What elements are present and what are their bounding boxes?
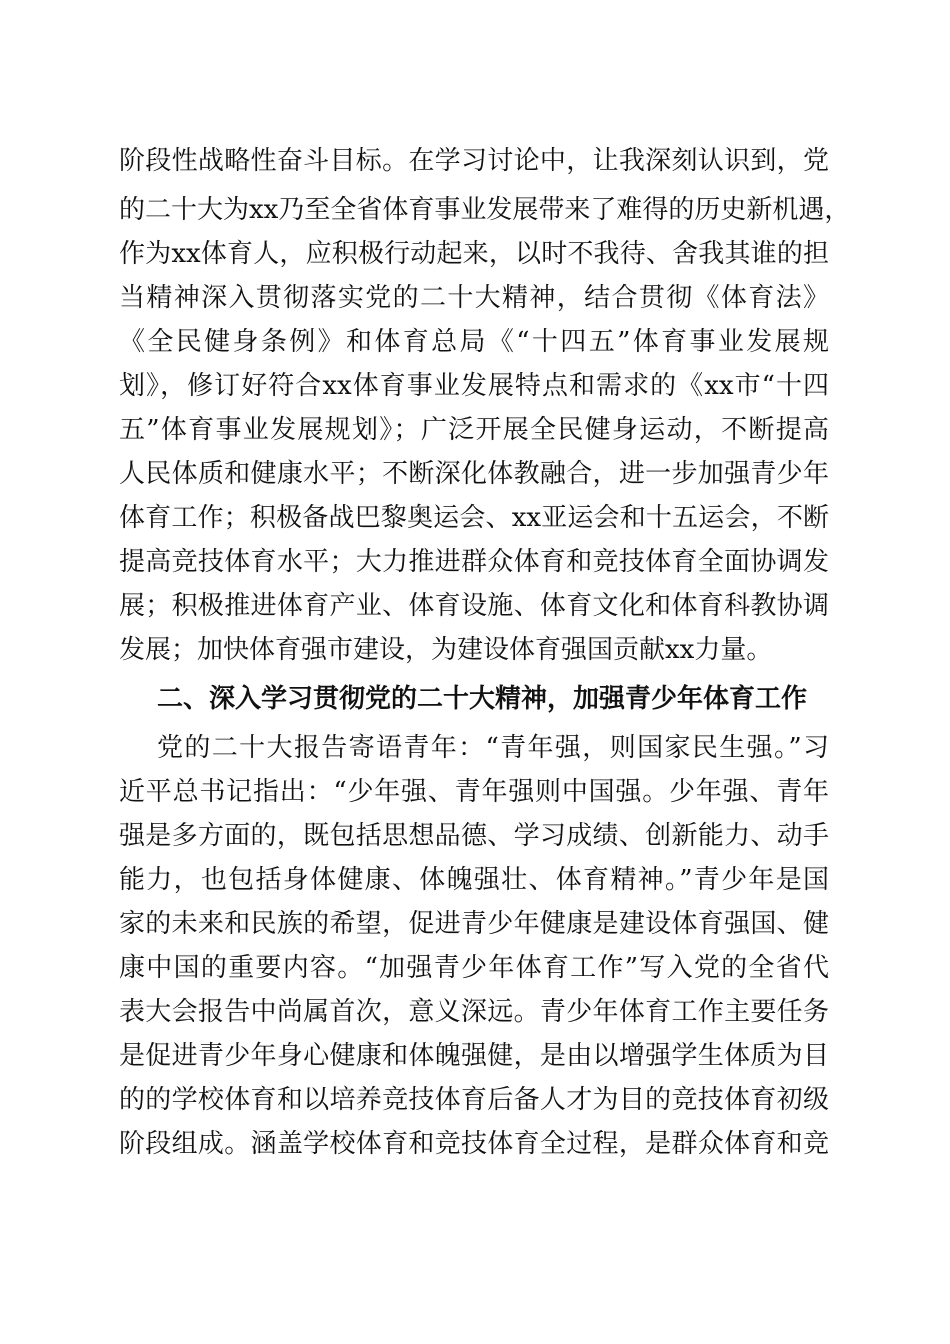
para2-line-8: 是促进青少年身心健康和体魄强健，是由以增强学生体质为目 [119,1041,829,1071]
para1-line-12: 发展；加快体育强市建设，为建设体育强国贡献xx力量。 [119,635,773,665]
para2-line-3: 强是多方面的，既包括思想品德、学习成绩、创新能力、动手 [119,821,829,851]
para1-line-3: 作为xx体育人，应积极行动起来，以时不我待、舍我其谁的担 [119,239,829,269]
section-heading-2: 二、深入学习贯彻党的二十大精神，加强青少年体育工作 [157,684,808,714]
para2-line-6: 康中国的重要内容。“加强青少年体育工作”写入党的全省代 [119,953,829,983]
para1-line-5: 《全民健身条例》和体育总局《“十四五”体育事业发展规 [119,327,829,357]
para1-line-11: 展；积极推进体育产业、体育设施、体育文化和体育科教协调 [119,591,829,621]
para1-line-9: 体育工作；积极备战巴黎奥运会、xx亚运会和十五运会，不断 [119,503,829,533]
para2-line-10: 阶段组成。涵盖学校体育和竞技体育全过程，是群众体育和竞 [119,1129,829,1159]
para2-line-2: 近平总书记指出：“少年强、青年强则中国强。少年强、青年 [119,777,829,807]
para1-line-2: 的二十大为xx乃至全省体育事业发展带来了难得的历史新机遇， [119,195,851,225]
para1-line-7: 五”体育事业发展规划》；广泛开展全民健身运动，不断提高 [119,415,829,445]
para1-line-8: 人民体质和健康水平；不断深化体教融合，进一步加强青少年 [119,459,829,489]
para1-line-1: 阶段性战略性奋斗目标。在学习讨论中，让我深刻认识到，党 [119,146,829,176]
para2-line-1: 党的二十大报告寄语青年：“青年强，则国家民生强。”习 [157,733,829,763]
para2-line-5: 家的未来和民族的希望，促进青少年健康是建设体育强国、健 [119,909,829,939]
para2-line-9: 的的学校体育和以培养竞技体育后备人才为目的竞技体育初级 [119,1085,829,1115]
para1-line-10: 提高竞技体育水平；大力推进群众体育和竞技体育全面协调发 [119,547,829,577]
para2-line-4: 能力，也包括身体健康、体魄强壮、体育精神。”青少年是国 [119,865,829,895]
para2-line-7: 表大会报告中尚属首次，意义深远。青少年体育工作主要任务 [119,997,829,1027]
para1-line-4: 当精神深入贯彻落实党的二十大精神，结合贯彻《体育法》 [119,283,829,313]
para1-line-6: 划》，修订好符合xx体育事业发展特点和需求的《xx市“十四 [119,371,829,401]
